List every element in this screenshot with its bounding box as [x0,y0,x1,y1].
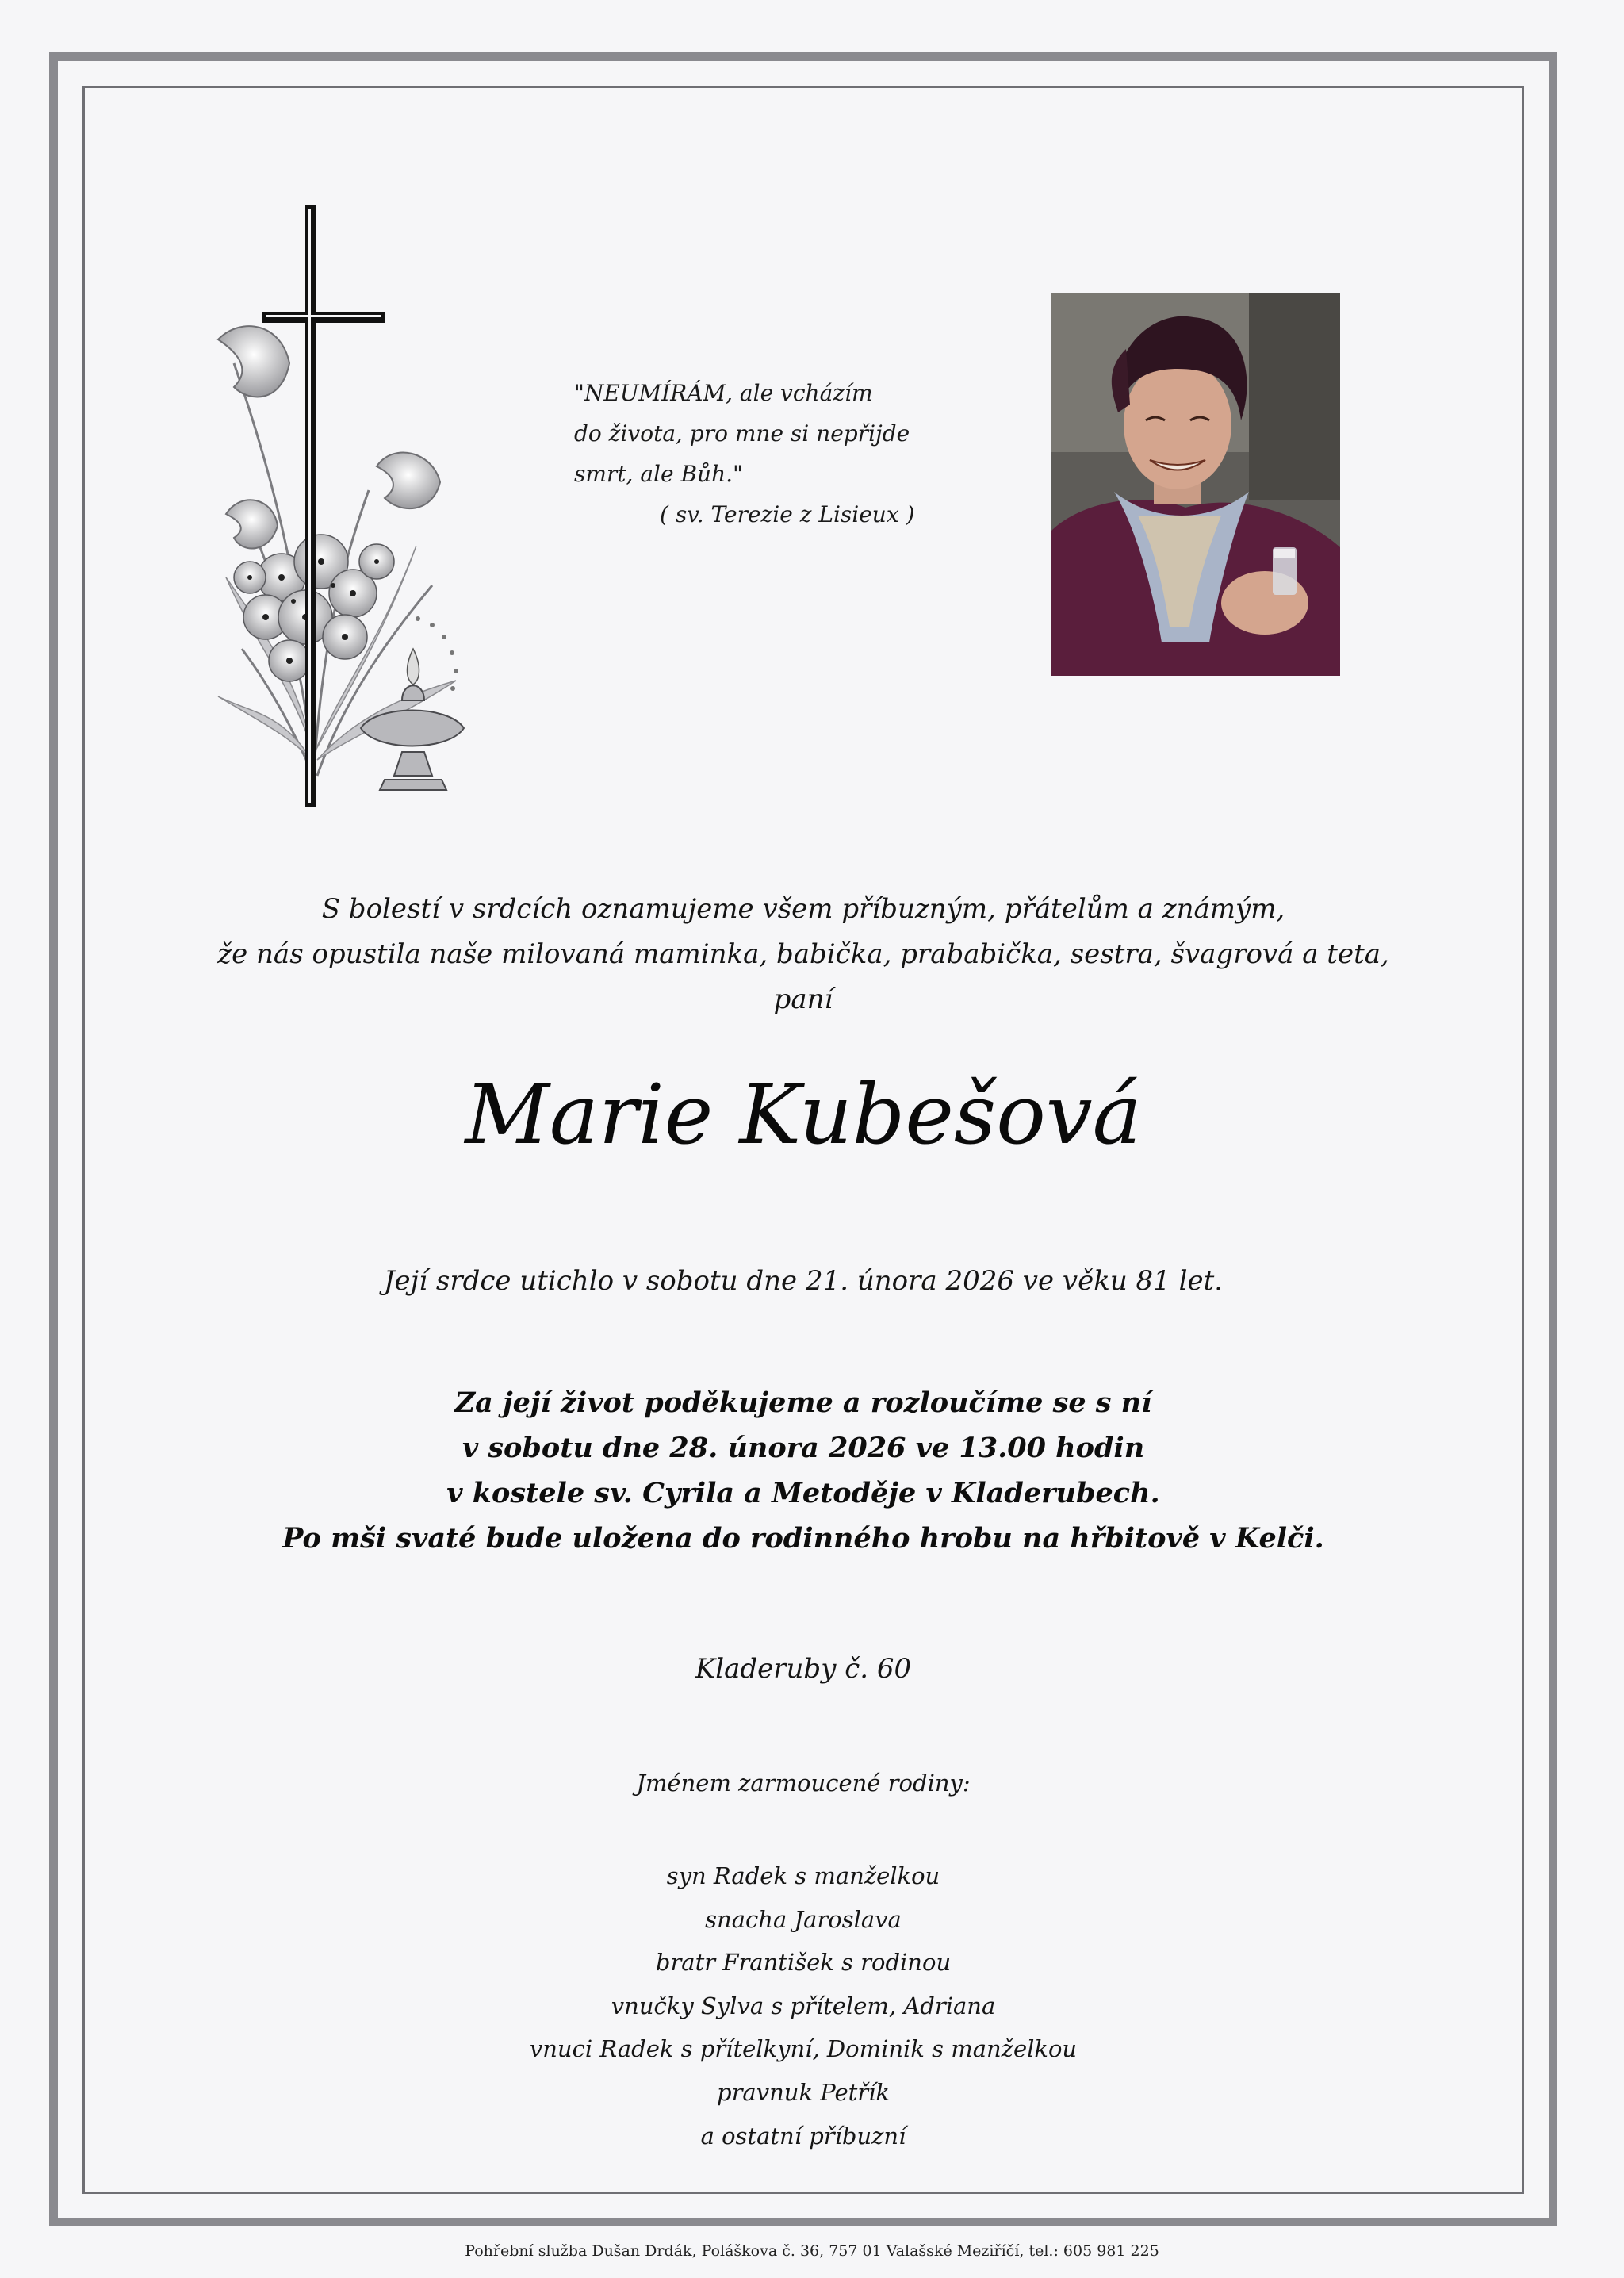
family-member: syn Radek s manželkou [666,1862,940,1889]
funeral-line: v sobotu dne 28. února 2026 ve 13.00 hodin [462,1432,1145,1464]
funeral-line: Po mši svaté bude uložena do rodinného hrobu na hřbitově v Kelči. [282,1522,1324,1555]
family-member: a ostatní příbuzní [700,2122,906,2150]
deceased-name: Marie Kubešová [465,1066,1142,1163]
funeral-line: Za její život poděkujeme a rozloučíme se s ní [454,1386,1152,1419]
family-member: pravnuk Petřík [717,2078,890,2106]
portrait-photo [1051,293,1340,676]
funeral-line: v kostele sv. Cyrila a Metoděje v Kladerubech. [446,1477,1160,1509]
family-member: vnučky Sylva s přítelem, Adriana [611,1992,996,2019]
quote-line: smrt, ale Bůh." [574,461,743,487]
family-member: vnuci Radek s přítelkyní, Dominik s manželkou [529,2035,1078,2063]
address: Kladeruby č. 60 [695,1653,912,1685]
family-title: Jménem zarmoucené rodiny: [636,1770,971,1797]
funeral-service-footer: Pohřební služba Dušan Drdák, Poláškova č. 36, 757 01 Valašské Meziříčí, tel.: 605 981 225 [465,2242,1159,2260]
cross-lilies-lamp-icon [194,205,511,823]
death-date-line: Její srdce utichlo v sobotu dne 21. února 2026 ve věku 81 let. [383,1265,1224,1297]
announcement-text [82,887,1524,1022]
quote-line: do života, pro mne si nepřijde [574,420,910,447]
quote-line: "NEUMÍRÁM, ale vcházím [574,380,873,406]
family-member: snacha Jaroslava [705,1905,902,1933]
announcement-line: že nás opustila naše milovaná maminka, babička, prababička, sestra, švagrová a teta, [217,938,1389,970]
quote-author: ( sv. Terezie z Lisieux ) [660,501,915,527]
announcement-line: S bolestí v srdcích oznamujeme všem příbuzným, přátelům a známým, [321,893,1285,925]
funeral-details [82,1380,1524,1561]
memorial-quote [574,373,986,535]
announcement-line: paní [773,984,833,1015]
family-member: bratr František s rodinou [655,1949,952,1977]
family-members-list [82,1854,1524,2157]
